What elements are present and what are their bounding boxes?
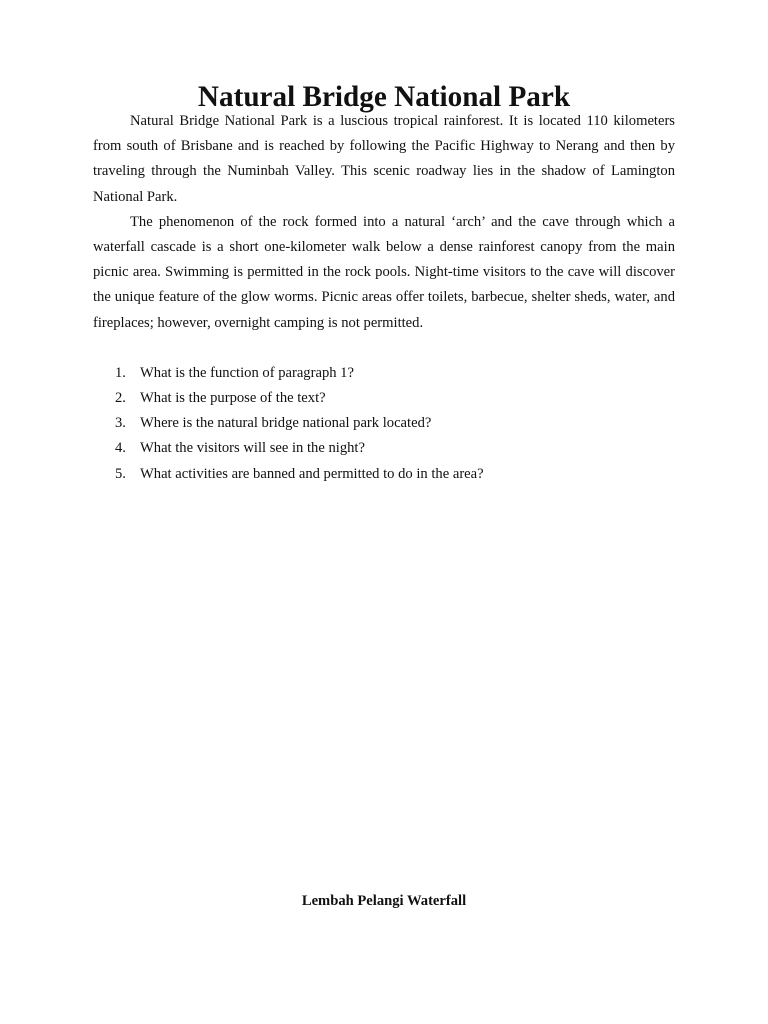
question-item (93, 462, 675, 487)
paragraph-1: Natural Bridge National Park is a luscious tropical rainforest. It is located 110 kilometers from south of Brisbane and is reached by following the Pacific Highway to Nerang and then by traveling through the Numinbah Valley. This scenic roadway lies in the shadow of Lamington National Park. (93, 113, 675, 205)
question-text: What is the purpose of the text? (140, 390, 326, 407)
question-number: 1. (115, 364, 126, 381)
section-title: Lembah Pelangi Waterfall (301, 893, 467, 909)
question-item (93, 436, 675, 461)
question-list (93, 361, 675, 487)
reading-section (93, 81, 675, 487)
question-item (93, 386, 675, 411)
question-number: 3. (115, 415, 126, 432)
question-item (93, 411, 675, 436)
question-number: 4. (115, 440, 126, 457)
question-text: Where is the natural bridge national park located? (140, 415, 432, 432)
question-text: What the visitors will see in the night? (140, 440, 365, 457)
paragraph-2: The phenomenon of the rock formed into a natural ‘arch’ and the cave through which a waterfall cascade is a short one-kilometer walk below a dense rainforest canopy from the main picnic area. Swimming is permitted in the rock pools. Night-time visitors to the cave will discover the unique feature of the glow worms. Picnic areas offer toilets, barbecue, shelter sheds, water, and fireplaces; however, overnight camping is not permitted. (93, 213, 675, 331)
page-title: Natural Bridge National Park (197, 81, 571, 113)
question-number: 5. (115, 465, 126, 482)
question-number: 2. (115, 390, 126, 407)
question-text: What activities are banned and permitted to do in the area? (140, 465, 484, 482)
question-item (93, 361, 675, 386)
question-text: What is the function of paragraph 1? (140, 364, 354, 381)
